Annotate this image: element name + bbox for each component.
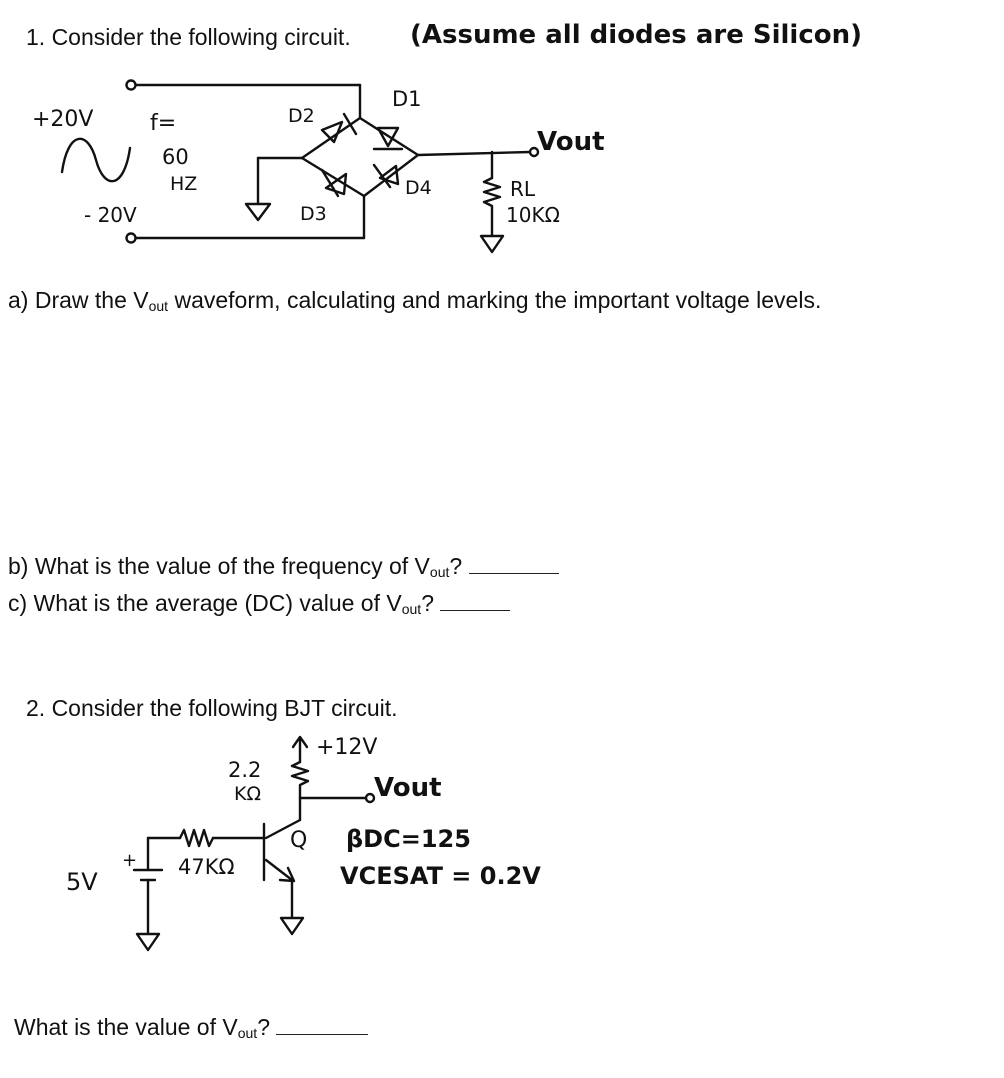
- part-a-question: a) Draw the $V_{out}$ waveform, calculating and marking the important voltage levels.: [8, 287, 822, 314]
- output-terminal: [366, 794, 374, 802]
- output-label: Vout: [537, 127, 605, 157]
- ground-icon: [481, 236, 503, 252]
- bridge-rectifier-circuit: [0, 0, 1004, 270]
- part-c-question: c) What is the average (DC) value of $V_{out}$?: [8, 590, 510, 617]
- load-value-label: 10KΩ: [506, 203, 560, 227]
- load-name-label: RL: [510, 177, 536, 201]
- frequency-value: 60: [162, 145, 189, 169]
- diode-d1-label: D1: [392, 87, 422, 111]
- collector-resistor-unit: KΩ: [234, 783, 261, 805]
- diode-d2-label: D2: [288, 105, 315, 127]
- frequency-label: f=: [150, 111, 177, 136]
- answer-blank-q2[interactable]: [276, 1014, 368, 1035]
- ground-icon: [246, 204, 270, 220]
- transistor-label: Q: [290, 828, 308, 853]
- answer-blank-c[interactable]: [440, 590, 510, 611]
- diode-d4-symbol: [374, 165, 398, 187]
- q2-header: 2. Consider the following BJT circuit.: [26, 695, 398, 721]
- collector-resistor-value: 2.2: [228, 758, 262, 782]
- output-wire: [418, 152, 530, 155]
- q1-assumption-note: (Assume all diodes are Silicon): [410, 20, 863, 50]
- beta-label: βDC=125: [346, 825, 471, 853]
- diode-d4-label: D4: [405, 177, 432, 199]
- supply-label: +12V: [316, 735, 378, 760]
- source-positive-label: +20V: [32, 107, 94, 132]
- ground-icon: [281, 918, 303, 934]
- vcesat-label: VCESAT = 0.2V: [340, 862, 541, 890]
- diode-d3-label: D3: [300, 203, 327, 225]
- resistor-icon: [484, 178, 500, 236]
- output-label: Vout: [374, 773, 442, 803]
- battery-label: 5V: [66, 868, 98, 896]
- ground-icon: [137, 934, 159, 950]
- resistor-icon: [292, 762, 308, 798]
- part-b-question: b) What is the value of the frequency of $V_{out}$?: [8, 553, 559, 580]
- frequency-unit: HZ: [170, 173, 198, 195]
- bjt-circuit: [0, 730, 1004, 1030]
- diode-d2-symbol: [322, 114, 356, 142]
- sine-wave-icon: [62, 139, 130, 181]
- top-terminal: [127, 81, 136, 90]
- q1-header: 1. Consider the following circuit.: [26, 24, 351, 50]
- base-resistor-label: 47KΩ: [178, 855, 235, 879]
- resistor-icon: [180, 830, 213, 846]
- battery-plus-sign: +: [122, 850, 138, 871]
- source-negative-label: - 20V: [84, 203, 137, 227]
- bottom-terminal: [127, 234, 136, 243]
- answer-blank-b[interactable]: [469, 553, 559, 574]
- q2-question: What is the value of $V_{out}$?: [14, 1014, 368, 1041]
- diode-d1-symbol: [374, 128, 402, 149]
